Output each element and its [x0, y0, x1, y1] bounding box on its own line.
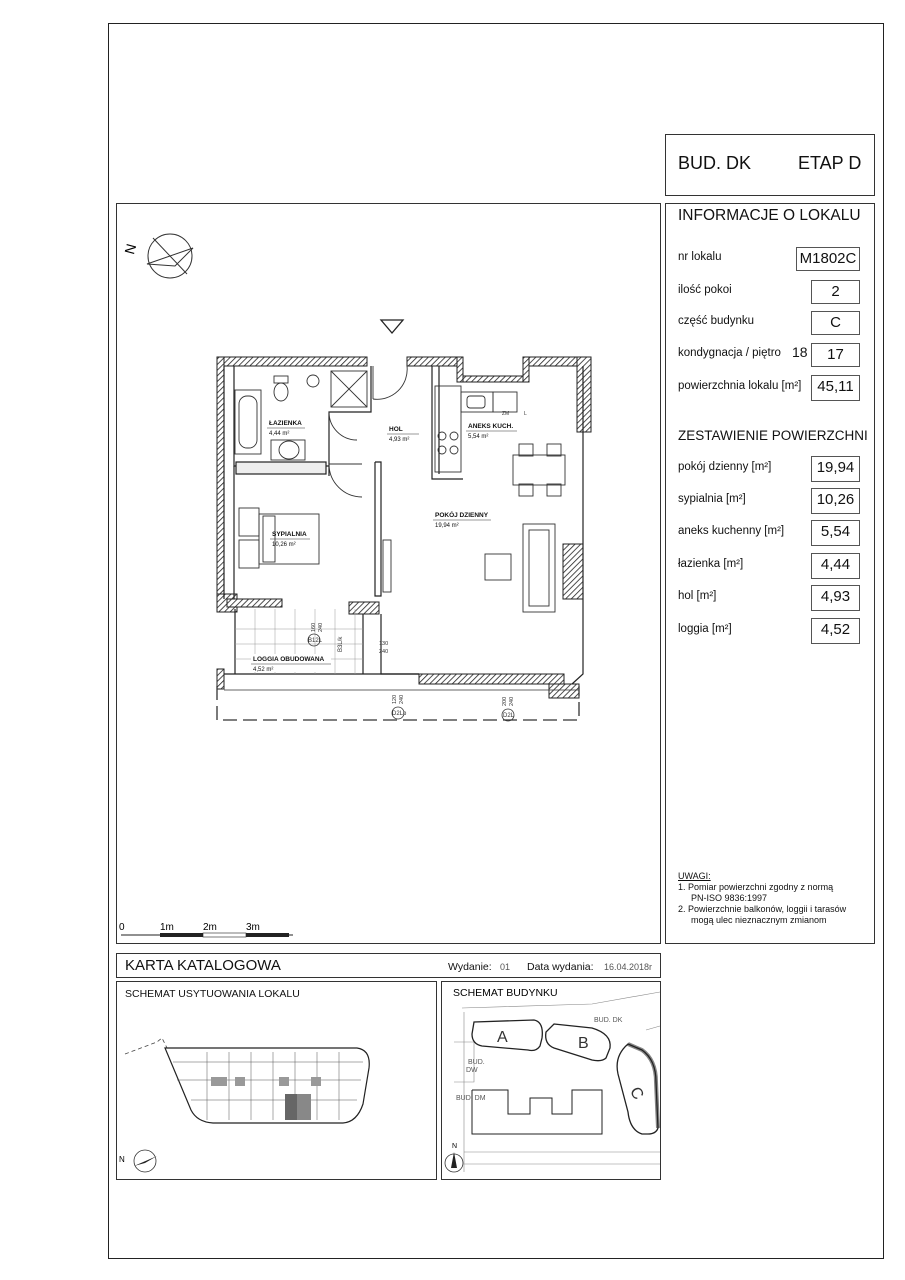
window-tag-1: D2Lo: [392, 711, 407, 717]
catalog-strip: [116, 953, 661, 978]
building-label-dw-1: BUD.: [468, 1059, 485, 1066]
room-bathroom-name: ŁAZIENKA: [269, 420, 302, 427]
area-value-kitchen: 5,54: [811, 520, 860, 546]
room-labels: [251, 420, 517, 673]
building-label-b: B: [578, 1035, 589, 1052]
info-label-floor: kondygnacja / piętro: [678, 347, 781, 359]
info-title: INFORMACJE O LOKALU: [678, 207, 861, 224]
location-schema-panel: [116, 981, 437, 1180]
dim-1: 160: [311, 622, 317, 632]
area-label-living: pokój dzienny [m²]: [678, 461, 772, 473]
location-schema-title: SCHEMAT USYTUOWANIA LOKALU: [125, 988, 300, 1000]
room-living-name: POKÓJ DZIENNY: [435, 512, 489, 519]
info-value-rooms: 2: [811, 280, 860, 304]
building-label-c: C: [626, 1084, 647, 1103]
area-value-living: 19,94: [811, 456, 860, 482]
floor-plan: [117, 204, 662, 945]
note-line-4: mogą ulec nieznacznym zmianom: [691, 915, 827, 925]
info-panel: [665, 203, 875, 944]
area-label-bathroom: łazienka [m²]: [678, 558, 744, 570]
info-floor-level: 18: [792, 344, 808, 360]
room-loggia-area: 4,52 m²: [253, 667, 274, 673]
location-compass-icon: [119, 1150, 157, 1172]
info-value-floor: 17: [811, 343, 860, 367]
info-label-rooms: ilość pokoi: [678, 284, 732, 296]
area-label-hall: hol [m²]: [678, 590, 717, 602]
info-value-part: C: [811, 311, 860, 335]
window-tag-4: B3L/k: [338, 636, 344, 652]
note-line-1: 1. Pomiar powierzchni zgodny z normą: [678, 882, 834, 892]
area-value-bedroom: 10,26: [811, 488, 860, 514]
room-living-area: 19,94 m²: [435, 523, 459, 529]
room-hall-area: 4,93 m²: [389, 437, 410, 443]
furniture: [239, 508, 555, 612]
header-box: [665, 134, 875, 196]
edition-value: 01: [500, 962, 511, 972]
notes: [678, 871, 846, 926]
info-label-part: część budynku: [678, 315, 755, 327]
kitchen-mark-l: L: [524, 411, 527, 417]
kitchen-mark-fridge: ZM: [502, 411, 510, 417]
building-schema-title: SCHEMAT BUDYNKU: [453, 987, 558, 999]
notes-title: UWAGI:: [678, 871, 711, 881]
date-value: 16.04.2018r: [604, 962, 653, 972]
dimensions: [311, 623, 515, 706]
info-label-area: powierzchnia lokalu [m²]: [678, 380, 802, 392]
catalog-title: KARTA KATALOGOWA: [125, 957, 281, 974]
scale-label-1m: 1m: [160, 922, 174, 933]
room-kitchen-name: ANEKS KUCH.: [468, 423, 514, 430]
dim-6: 240: [399, 694, 405, 704]
window-tag-3: B12L: [308, 638, 323, 644]
walls: [217, 357, 591, 698]
window-tag-2: D2L: [503, 713, 515, 719]
bathroom-fixtures: [235, 371, 367, 460]
dim-5: 120: [392, 694, 398, 704]
entrance-marker-icon: [381, 320, 403, 333]
area-label-kitchen: aneks kuchenny [m²]: [678, 525, 785, 537]
date-label: Data wydania:: [527, 961, 594, 973]
area-value-loggia: 4,52: [811, 618, 860, 644]
area-value-bathroom: 4,44: [811, 553, 860, 579]
building-compass-label: N: [452, 1143, 458, 1150]
dim-7: 200: [502, 696, 508, 706]
area-label-loggia: loggia [m²]: [678, 623, 732, 635]
building-label-dm: BUD. DM: [456, 1095, 486, 1102]
info-value-area: 45,11: [811, 375, 860, 401]
location-compass-label: N: [119, 1155, 125, 1164]
edition-label: Wydanie:: [448, 961, 492, 973]
building-compass-icon: [445, 1143, 463, 1172]
scale-label-3m: 3m: [246, 922, 260, 933]
room-hall-name: HOL: [389, 426, 403, 433]
location-schema-drawing: [117, 982, 438, 1181]
info-label-unit: nr lokalu: [678, 251, 722, 263]
info-value-unit: M1802C: [796, 247, 860, 271]
scale-label-0: 0: [119, 922, 125, 933]
note-line-2: PN-ISO 9836:1997: [691, 893, 768, 903]
room-kitchen-area: 5,54 m²: [468, 434, 489, 440]
room-bedroom-name: SYPIALNIA: [272, 531, 307, 538]
scale-label-2m: 2m: [203, 922, 217, 933]
stage-code: ETAP D: [798, 153, 862, 173]
room-bedroom-area: 10,26 m²: [272, 542, 296, 548]
note-line-3: 2. Powierzchnie balkonów, loggii i tarasów: [678, 904, 847, 914]
building-schema-panel: [441, 981, 661, 1180]
dim-3: 130: [379, 641, 389, 647]
building-code: BUD. DK: [678, 153, 752, 173]
areas-title: ZESTAWIENIE POWIERZCHNI: [678, 428, 868, 443]
building-label-a: A: [497, 1029, 508, 1046]
scale-bar: [119, 922, 293, 937]
dim-2: 240: [318, 622, 324, 632]
compass-icon: [121, 234, 193, 278]
floor-plan-panel: [116, 203, 661, 944]
building-schema-drawing: [442, 982, 662, 1181]
building-dm-outline: [472, 1090, 602, 1134]
dim-8: 240: [509, 696, 515, 706]
area-value-hall: 4,93: [811, 585, 860, 611]
room-loggia-name: LOGGIA OBUDOWANA: [253, 656, 325, 663]
interior-walls: [224, 366, 583, 684]
room-bathroom-area: 4,44 m²: [269, 431, 290, 437]
compass-north-label: N: [121, 242, 140, 256]
area-label-bedroom: sypialnia [m²]: [678, 493, 746, 505]
building-label-dk: BUD. DK: [594, 1017, 623, 1024]
dim-4: 240: [379, 649, 389, 655]
building-label-dw: DW: [466, 1067, 478, 1074]
